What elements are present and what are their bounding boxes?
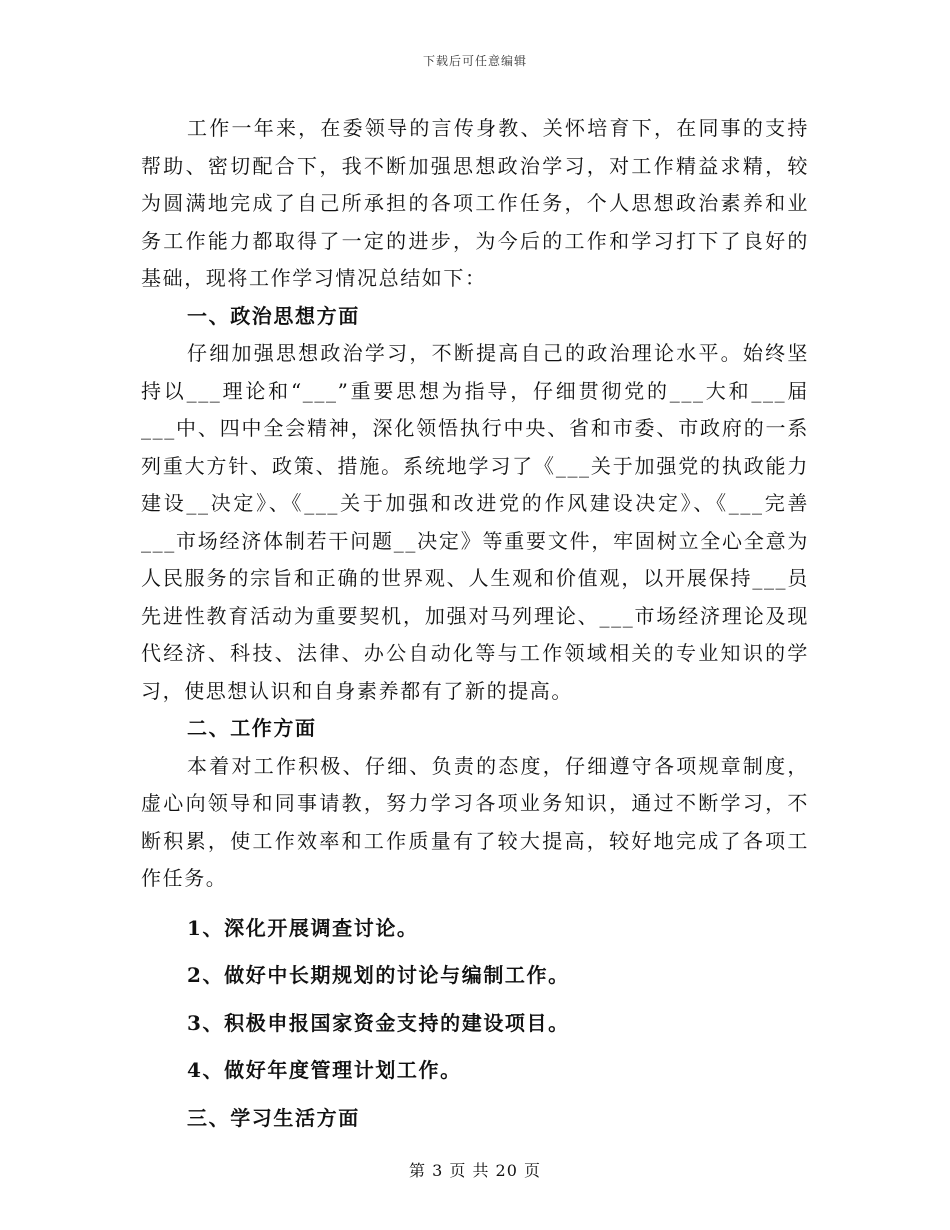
section-heading-politics: 一、政治思想方面 bbox=[187, 303, 360, 328]
politics-paragraph: 仔细加强思想政治学习，不断提高自己的政治理论水平。始终坚持以___理论和“___”重要思想为指导，仔细贯彻党的___大和___届___中、四中全会精神，深化领悟执行中央、省和市委、市政府的一系列重大方针、政策、措施。系统地学习了《___关于加强党的执政能力建设__决定》、《___关于加强和改进党的作风建设决定》、《___完善___市场经济体制若干问题__决定》等重要文件，牢固树立全心全意为人民服务的宗旨和正确的世界观、人生观和价值观，以开展保持___员先进性教育活动为重要契机，加强对马列理论、___市场经济理论及现代经济、科技、法律、办公自动化等与工作领域相关的专业知识的学习，使思想认识和自身素养都有了新的提高。 bbox=[141, 341, 809, 703]
work-paragraph: 本着对工作积极、仔细、负责的态度，仔细遵守各项规章制度，虚心向领导和同事请教，努力学习各项业务知识，通过不断学习，不断积累，使工作效率和工作质量有了较大提高，较好地完成了各项工作任务。 bbox=[141, 753, 809, 890]
list-item: 2、做好中长期规划的讨论与编制工作。 bbox=[187, 963, 570, 987]
section-heading-study: 三、学习生活方面 bbox=[187, 1105, 360, 1130]
page-number: 第 3 页 共 20 页 bbox=[409, 1161, 541, 1180]
list-item: 1、深化开展调查讨论。 bbox=[187, 915, 419, 940]
section-heading-work: 二、工作方面 bbox=[187, 716, 317, 740]
page-header: 下载后可任意编辑 bbox=[422, 54, 527, 68]
intro-paragraph: 工作一年来，在委领导的言传身教、关怀培育下，在同事的支持帮助、密切配合下，我不断加强思想政治学习，对工作精益求精，较为圆满地完成了自己所承担的各项工作任务，个人思想政治素养和业务工作能力都取得了一定的进步，为今后的工作和学习打下了良好的基础，现将工作学习情况总结如下： bbox=[141, 116, 809, 290]
list-item: 4、做好年度管理计划工作。 bbox=[187, 1058, 462, 1082]
list-item: 3、积极申报国家资金支持的建设项目。 bbox=[187, 1010, 570, 1035]
document-body bbox=[141, 110, 809, 1137]
